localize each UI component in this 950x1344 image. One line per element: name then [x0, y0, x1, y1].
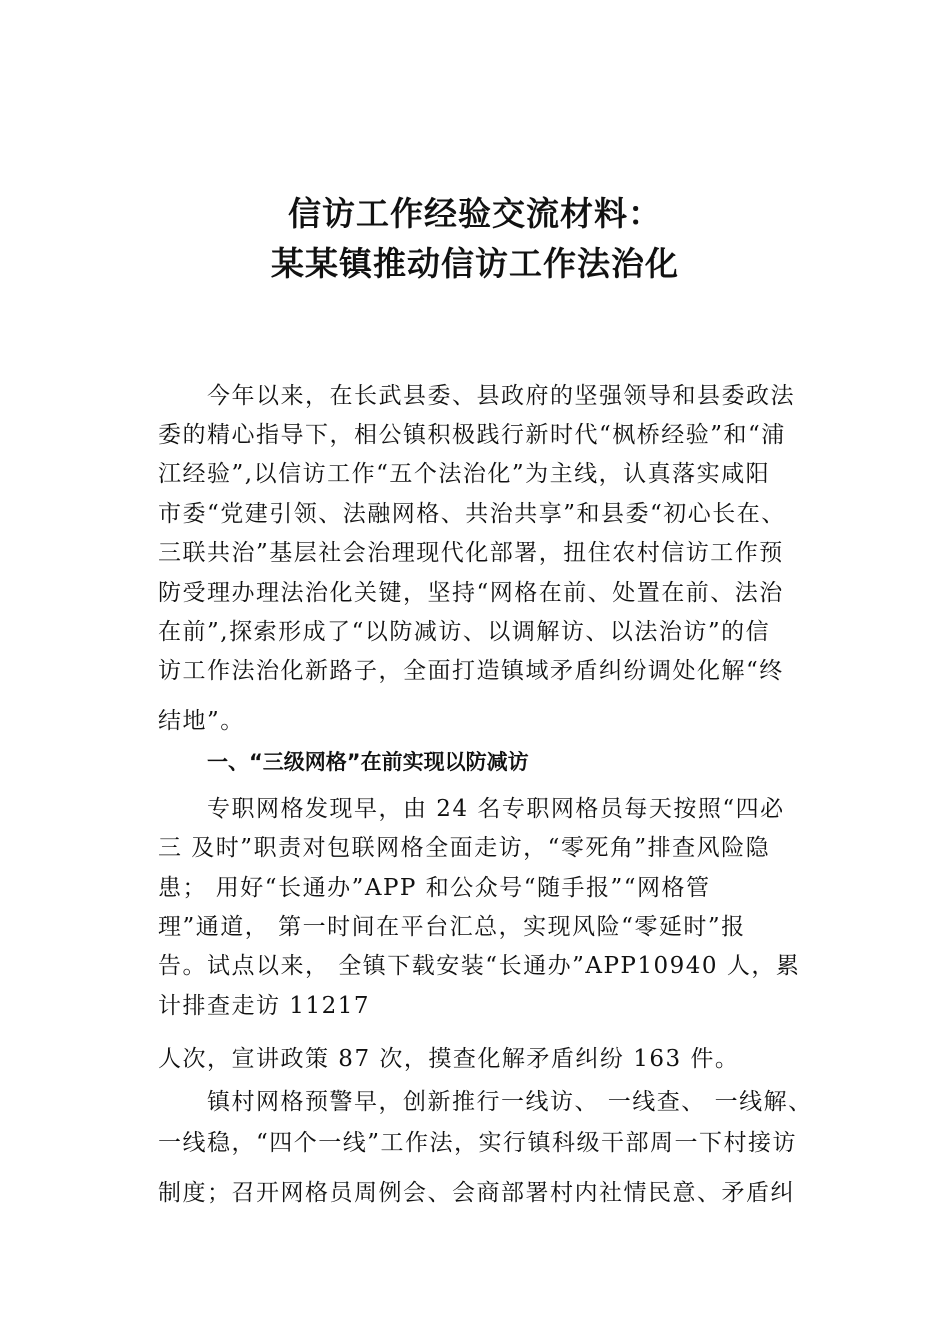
section-1-line-5: 告。试点以来， 全镇下载安装“长通办”APP10940 人，累	[158, 953, 801, 979]
intro-line-7: 在前”,探索形成了“以防减访、以调解访、以法治访”的信	[158, 619, 771, 645]
document-title-line-2: 某某镇推动信访工作法治化	[271, 244, 679, 283]
intro-line-2: 委的精心指导下，相公镇积极践行新时代“枫桥经验”和“浦	[158, 422, 786, 448]
section-1-line-1: 专职网格发现早，由 24 名专职网格员每天按照“四必	[207, 796, 785, 822]
document-title-line-1: 信访工作经验交流材料：	[288, 194, 662, 233]
section-1-line-6: 计排查走访 11217	[158, 993, 370, 1019]
intro-line-6: 防受理办理法治化关键，坚持“网格在前、处置在前、法治	[158, 580, 784, 606]
intro-line-1: 今年以来，在长武县委、县政府的坚强领导和县委政法	[207, 383, 795, 409]
section-1-heading: 一、“三级网格”在前实现以防减访	[207, 750, 529, 774]
intro-line-5: 三联共治”基层社会治理现代化部署，扭住农村信访工作预	[158, 540, 784, 566]
section-1-line-7: 人次，宣讲政策 87 次，摸查化解矛盾纠纷 163 件。	[158, 1046, 740, 1072]
intro-line-8: 访工作法治化新路子，全面打造镇域矛盾纠纷调处化解“终	[158, 658, 784, 684]
section-1-line-2: 三 及时”职责对包联网格全面走访，“零死角”排查风险隐	[158, 835, 771, 861]
intro-line-9: 结地”。	[158, 708, 245, 734]
intro-line-3: 江经验”,以信访工作“五个法治化”为主线，认真落实咸阳	[158, 461, 771, 487]
intro-line-4: 市委“党建引领、法融网格、共治共享”和县委“初心长在、	[158, 501, 786, 527]
section-1-line-4: 理”通道， 第一时间在平台汇总，实现风险“零延时”报	[158, 914, 746, 940]
section-2-line-1: 镇村网格预警早，创新推行一线访、 一线查、 一线解、	[207, 1089, 813, 1115]
section-2-line-2: 一线稳，“四个一线”工作法，实行镇科级干部周一下村接访	[158, 1130, 798, 1156]
section-2-line-3: 制度；召开网格员周例会、会商部署村内社情民意、矛盾纠	[158, 1180, 795, 1206]
section-1-line-3: 患； 用好“长通办”APP 和公众号“随手报”“网格管	[158, 875, 711, 901]
